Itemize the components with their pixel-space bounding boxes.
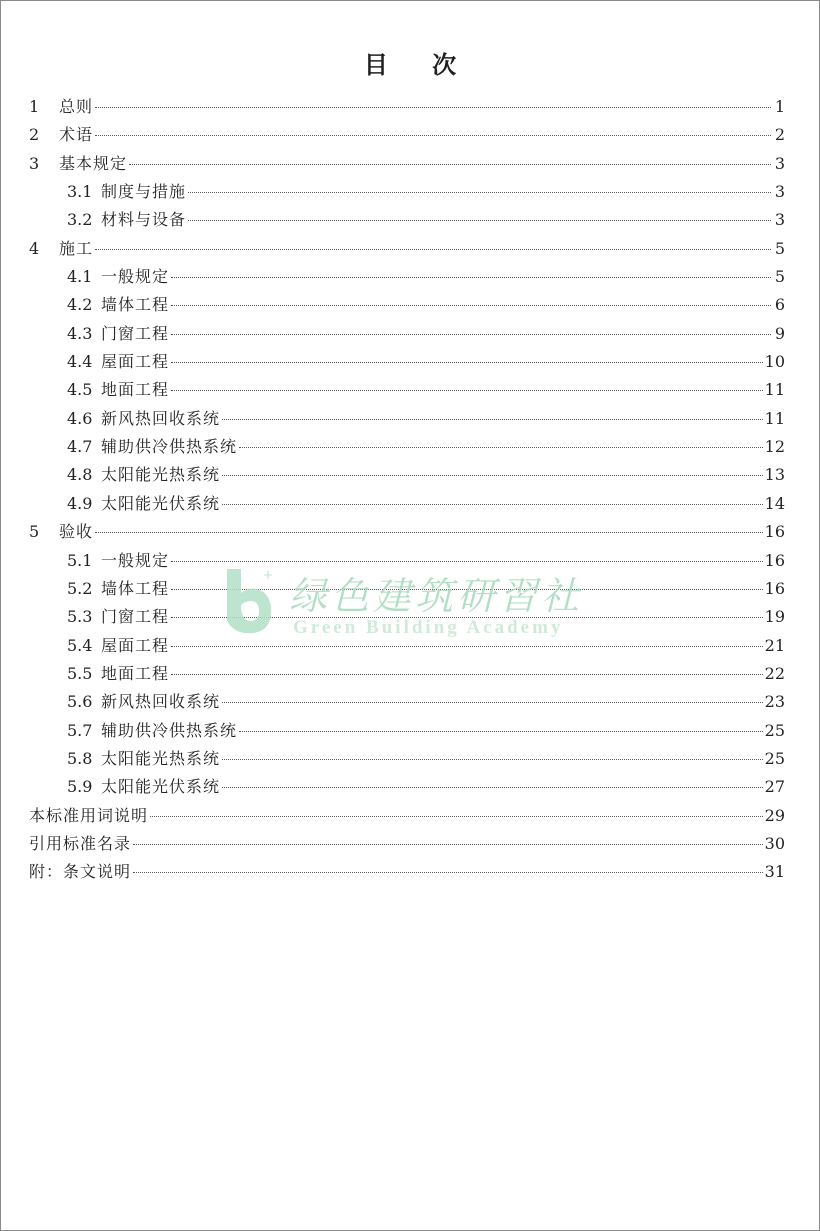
toc-entry-label: 太阳能光热系统 [101,465,221,485]
toc-entry-page-number: 9 [774,323,785,343]
toc-dot-leader [222,759,763,760]
toc-entry-number: 5.6 [67,692,93,712]
toc-entry[interactable] [29,858,785,886]
toc-entry-label: 门窗工程 [101,323,170,343]
toc-entry-number: 1 [29,97,40,116]
toc-entry-page-number: 3 [774,153,785,173]
toc-entry[interactable] [29,121,785,149]
toc-entry-page-number: 30 [764,833,785,853]
toc-entry-number: 5.8 [67,748,93,768]
toc-entry[interactable] [29,178,785,206]
toc-entry-label: 材料与设备 [101,210,187,230]
toc-entry-number: 5.4 [67,635,93,655]
toc-entry-label: 辅助供冷供热系统 [101,720,238,740]
toc-entry-label: 制度与措施 [101,182,187,202]
watermark-english-text: Green Building Academy [293,617,564,638]
toc-dot-leader [188,220,771,221]
toc-entry-page-number: 19 [764,607,785,627]
toc-entry-label: 墙体工程 [101,295,170,315]
toc-entry[interactable] [29,405,785,433]
toc-entry-page-number: 12 [764,437,785,457]
green-building-logo-icon [223,565,275,637]
toc-entry-number: 3 [29,153,40,173]
toc-dot-leader [188,192,771,193]
toc-entry-number: 4.9 [67,493,93,513]
toc-entry-number: 4 [29,238,40,258]
toc-entry[interactable] [29,433,785,461]
toc-dot-leader [222,504,763,505]
toc-entry[interactable] [29,150,785,178]
toc-entry-page-number: 21 [764,635,785,655]
toc-entry-page-number: 29 [764,805,785,825]
toc-entry-page-number: 3 [774,182,785,202]
toc-entry-page-number: 5 [774,267,785,287]
table-of-contents [29,93,785,887]
toc-dot-leader [95,135,771,136]
toc-entry-label: 屋面工程 [101,635,170,655]
toc-entry-number: 5.2 [67,578,93,598]
toc-entry-number: 4.5 [67,380,93,400]
toc-entry-number: 4.4 [67,352,93,372]
toc-entry-page-number: 13 [764,465,785,485]
toc-entry-number: 4.8 [67,465,93,485]
toc-entry-label: 施工 [59,238,94,258]
toc-entry-label: 总则 [59,97,94,116]
toc-entry-number: 5.5 [67,663,93,683]
toc-dot-leader [171,674,763,675]
toc-entry-label: 门窗工程 [101,607,170,627]
toc-entry[interactable] [29,490,785,518]
toc-entry[interactable] [29,235,785,263]
toc-entry-page-number: 27 [764,777,785,797]
toc-entry-number: 5.7 [67,720,93,740]
toc-entry-label: 墙体工程 [101,578,170,598]
toc-entry-label: 辅助供冷供热系统 [101,437,238,457]
toc-dot-leader [129,164,771,165]
toc-dot-leader [222,702,763,703]
page-title: 目 次 [363,50,475,79]
toc-entry-label: 屋面工程 [101,352,170,372]
watermark-chinese-text: 绿色建筑研習社 [289,574,584,618]
toc-entry-page-number: 25 [764,720,785,740]
toc-entry-page-number: 25 [764,748,785,768]
toc-dot-leader [171,646,763,647]
toc-entry[interactable] [29,376,785,404]
watermark [223,561,603,641]
toc-entry[interactable] [29,688,785,716]
toc-dot-leader [150,816,763,817]
toc-entry[interactable] [29,461,785,489]
toc-entry[interactable] [29,518,785,546]
toc-entry-label: 引用标准名录 [29,833,132,853]
toc-dot-leader [222,787,763,788]
toc-dot-leader [171,362,763,363]
toc-entry-page-number: 10 [764,352,785,372]
toc-entry-label: 太阳能光热系统 [101,748,221,768]
toc-entry-page-number: 31 [764,862,785,882]
toc-entry-number: 5.3 [67,607,93,627]
toc-entry-page-number: 2 [774,125,785,145]
toc-entry[interactable] [29,348,785,376]
toc-entry-number: 4.6 [67,408,93,428]
toc-entry[interactable] [29,291,785,319]
toc-entry[interactable] [29,830,785,858]
toc-entry-number: 3.2 [67,210,93,230]
toc-entry-number: 5.1 [67,550,93,570]
toc-dot-leader [171,305,771,306]
toc-entry-label: 新风热回收系统 [101,692,221,712]
toc-entry[interactable] [29,263,785,291]
toc-entry-page-number: 14 [764,493,785,513]
toc-entry-label: 地面工程 [101,663,170,683]
toc-entry-page-number: 11 [764,408,785,428]
toc-entry[interactable] [29,773,785,801]
toc-dot-leader [95,249,771,250]
toc-entry-label: 新风热回收系统 [101,408,221,428]
toc-entry-label: 验收 [59,522,94,542]
toc-dot-leader [171,390,763,391]
toc-entry[interactable] [29,802,785,830]
toc-dot-leader [171,334,771,335]
toc-entry-number: 3.1 [67,182,93,202]
toc-entry-number: 4.3 [67,323,93,343]
toc-entry-label: 地面工程 [101,380,170,400]
toc-entry-page-number: 11 [764,380,785,400]
toc-entry-label: 本标准用词说明 [29,805,149,825]
toc-entry-page-number: 1 [774,97,785,116]
toc-dot-leader [239,731,763,732]
toc-entry[interactable] [29,717,785,745]
toc-entry[interactable] [29,660,785,688]
toc-entry-number: 2 [29,125,40,145]
toc-entry-page-number: 5 [774,238,785,258]
toc-entry[interactable] [29,93,785,121]
toc-entry-label: 一般规定 [101,550,170,570]
toc-entry-number: 4.1 [67,267,93,287]
toc-entry-label: 术语 [59,125,94,145]
toc-entry-page-number: 23 [764,692,785,712]
toc-entry-number: 4.2 [67,295,93,315]
toc-entry[interactable] [29,320,785,348]
toc-entry-label: 一般规定 [101,267,170,287]
toc-entry-label: 太阳能光伏系统 [101,777,221,797]
toc-entry[interactable] [29,745,785,773]
toc-entry-label: 基本规定 [59,153,128,173]
toc-dot-leader [133,872,763,873]
toc-entry-number: 5.9 [67,777,93,797]
toc-entry-page-number: 22 [764,663,785,683]
toc-dot-leader [95,107,771,108]
toc-dot-leader [222,419,763,420]
toc-dot-leader [222,475,763,476]
toc-entry[interactable] [29,206,785,234]
toc-entry-page-number: 6 [774,295,785,315]
svg-text:+: + [263,568,274,582]
toc-entry-label: 附：条文说明 [29,862,132,882]
toc-dot-leader [95,532,763,533]
toc-dot-leader [239,447,763,448]
toc-entry-page-number: 16 [764,578,785,598]
toc-entry-page-number: 16 [764,550,785,570]
toc-dot-leader [133,844,763,845]
toc-entry-number: 4.7 [67,437,93,457]
toc-entry-label: 太阳能光伏系统 [101,493,221,513]
toc-entry-number: 5 [29,522,40,542]
toc-dot-leader [171,277,771,278]
toc-entry-page-number: 3 [774,210,785,230]
toc-entry-page-number: 16 [764,522,785,542]
